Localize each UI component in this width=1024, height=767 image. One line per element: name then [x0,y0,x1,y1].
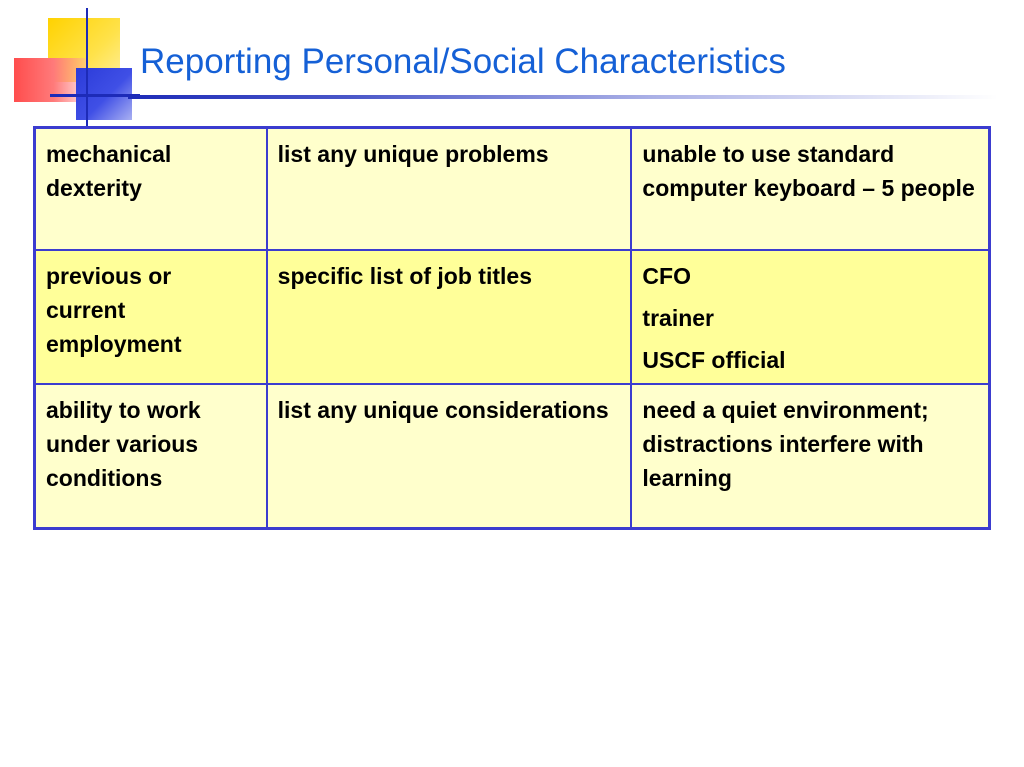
table-row [35,250,990,384]
example-line: unable to use standard computer keyboard – 5 people [642,141,975,201]
example-cell [631,384,989,529]
instruction-cell: list any unique problems [267,128,632,251]
characteristic-cell: previous or current employment [35,250,267,384]
corner-decoration [0,0,150,130]
slide-title: Reporting Personal/Social Characteristics [140,42,786,81]
example-line: trainer [642,305,715,331]
example-line: need a quiet environment; distractions interfere with learning [642,397,929,491]
instruction-cell: specific list of job titles [267,250,632,384]
table-row [35,128,990,251]
example-line: USCF official [642,347,786,373]
table-row [35,384,990,529]
example-cell [631,250,989,384]
vertical-rule-decoration [86,8,88,128]
horizontal-rule-decoration [50,94,140,97]
characteristics-table [33,126,991,530]
title-underline [128,95,998,99]
example-line: CFO [642,263,691,289]
example-cell [631,128,989,251]
characteristic-cell: mechanical dexterity [35,128,267,251]
instruction-cell: list any unique considerations [267,384,632,529]
characteristic-cell: ability to work under various conditions [35,384,267,529]
